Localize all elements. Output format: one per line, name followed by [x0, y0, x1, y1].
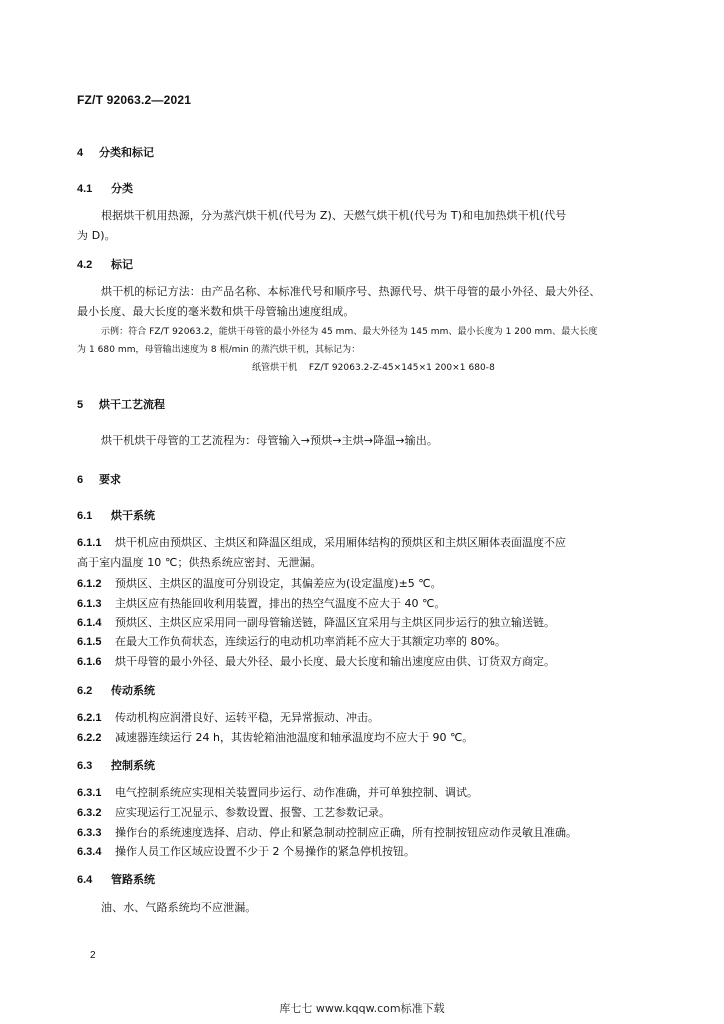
section-6-2-number: 6.2: [77, 685, 93, 697]
section-6-4-number: 6.4: [77, 874, 93, 886]
section-4-1-paragraph-line2: 为 D)。: [77, 229, 116, 242]
clause-number: 6.1.3: [77, 598, 102, 610]
clause-6-3-1: [77, 784, 478, 800]
clause-text: 烘干母管的最小外径、最大外径、最小长度、最大长度和输出速度应由供、订货双方商定。: [115, 655, 555, 668]
clause-number: 6.2.1: [77, 712, 102, 724]
section-4-1-heading: [77, 180, 133, 196]
section-4-2-number: 4.2: [77, 259, 93, 271]
section-6-1-number: 6.1: [77, 510, 93, 522]
section-6-3-number: 6.3: [77, 760, 93, 772]
clause-text: 预烘区、主烘区应采用同一副母管输送链，降温区宜采用与主烘区同步运行的独立输送链。: [115, 616, 555, 629]
section-6-1-heading: [77, 507, 155, 523]
clause-number: 6.1.5: [77, 636, 102, 648]
section-4-2-paragraph-line2: 最小长度、最大长度的毫米数和烘干母管输出速度组成。: [77, 305, 355, 318]
section-6-heading: [77, 471, 121, 487]
section-6-4-title: 管路系统: [111, 873, 155, 886]
clause-6-1-1-line2: 高于室内温度 10 ℃；供热系统应密封、无泄漏。: [77, 556, 322, 569]
clause-6-2-1: [77, 709, 379, 725]
page-number: 2: [90, 950, 96, 961]
section-4-2-title: 标记: [111, 258, 133, 271]
section-4-heading: [77, 144, 154, 160]
clause-text: 主烘区应有热能回收利用装置，排出的热空气温度不应大于 40 ℃。: [115, 597, 446, 610]
section-6-3-heading: [77, 757, 155, 773]
clause-6-3-2: [77, 804, 390, 820]
clause-text: 操作台的系统速度选择、启动、停止和紧急制动控制应正确，所有控制按钮应动作灵敏且准确。: [115, 826, 577, 839]
clause-number: 6.3.2: [77, 807, 102, 819]
clause-6-3-4: [77, 843, 415, 859]
section-4-1-title: 分类: [111, 182, 133, 195]
section-5-paragraph: 烘干机烘干母管的工艺流程为：母管输入→预烘→主烘→降温→输出。: [101, 434, 438, 447]
clause-text: 电气控制系统应实现相关装置同步运行、动作准确，并可单独控制、调试。: [115, 786, 478, 799]
clause-6-1-4: [77, 614, 555, 630]
section-4-2-paragraph-line1: 烘干机的标记方法：由产品名称、本标准代号和顺序号、热源代号、烘干母管的最小外径、最大外径、: [101, 285, 601, 298]
clause-text: 操作人员工作区域应设置不少于 2 个易操作的紧急停机按钮。: [115, 845, 415, 858]
section-4-2-example-line2: 为 1 680 mm，母管输出速度为 8 根/min 的蒸汽烘干机，其标记为：: [77, 345, 361, 355]
section-5-heading: [77, 396, 165, 412]
section-6-number: 6: [77, 474, 84, 486]
section-4-number: 4: [77, 147, 84, 159]
section-6-3-title: 控制系统: [111, 759, 155, 772]
clause-6-1-3: [77, 595, 445, 611]
section-6-4-heading: [77, 871, 155, 887]
clause-6-1-6: [77, 653, 555, 669]
section-6-2-heading: [77, 682, 155, 698]
clause-text: 预烘区、主烘区的温度可分别设定，其偏差应为(设定温度)±5 ℃。: [115, 577, 442, 590]
clause-number: 6.2.2: [77, 732, 102, 744]
clause-6-1-1: [77, 534, 566, 550]
footer-watermark: 库七七 www.kqqw.com标准下载: [279, 1002, 445, 1015]
clause-number: 6.3.3: [77, 827, 102, 839]
section-4-2-heading: [77, 256, 133, 272]
section-4-1-paragraph-line1: 根据烘干机用热源，分为蒸汽烘干机(代号为 Z)、天燃气烘干机(代号为 T)和电加热烘干机(代号: [101, 209, 567, 222]
clause-6-1-5: [77, 633, 506, 649]
clause-number: 6.3.1: [77, 787, 102, 799]
clause-6-3-3: [77, 824, 577, 840]
clause-number: 6.1.2: [77, 578, 102, 590]
section-4-2-example-line1: 示例：符合 FZ/T 92063.2，能烘干母管的最小外径为 45 mm、最大外径为 145 mm、最小长度为 1 200 mm、最大长度: [101, 327, 598, 337]
section-4-title: 分类和标记: [99, 146, 154, 159]
section-6-title: 要求: [99, 473, 121, 486]
section-5-number: 5: [77, 399, 84, 411]
clause-6-2-2: [77, 729, 473, 745]
clause-text: 在最大工作负荷状态，连续运行的电动机功率消耗不应大于其额定功率的 80%。: [115, 635, 506, 648]
clause-text: 传动机构应润滑良好、运转平稳，无异常振动、冲击。: [115, 711, 379, 724]
clause-text: 烘干机应由预烘区、主烘区和降温区组成，采用厢体结构的预烘区和主烘区厢体表面温度不应: [115, 536, 566, 549]
clause-number: 6.1.6: [77, 656, 102, 668]
section-5-title: 烘干工艺流程: [99, 398, 165, 411]
clause-number: 6.3.4: [77, 846, 102, 858]
clause-number: 6.1.1: [77, 537, 102, 549]
clause-text: 减速器连续运行 24 h，其齿轮箱油池温度和轴承温度均不应大于 90 ℃。: [115, 731, 474, 744]
clause-number: 6.1.4: [77, 617, 102, 629]
standard-number: FZ/T 92063.2—2021: [77, 93, 192, 107]
clause-6-1-2: [77, 575, 442, 591]
section-6-2-title: 传动系统: [111, 684, 155, 697]
clause-text: 应实现运行工况显示、参数设置、报警、工艺参数记录。: [115, 806, 390, 819]
section-4-2-marking: 纸管烘干机 FZ/T 92063.2-Z-45×145×1 200×1 680-8: [252, 363, 495, 373]
section-6-4-paragraph: 油、水、气路系统均不应泄漏。: [101, 901, 257, 914]
section-4-1-number: 4.1: [77, 183, 93, 195]
section-6-1-title: 烘干系统: [111, 509, 155, 522]
